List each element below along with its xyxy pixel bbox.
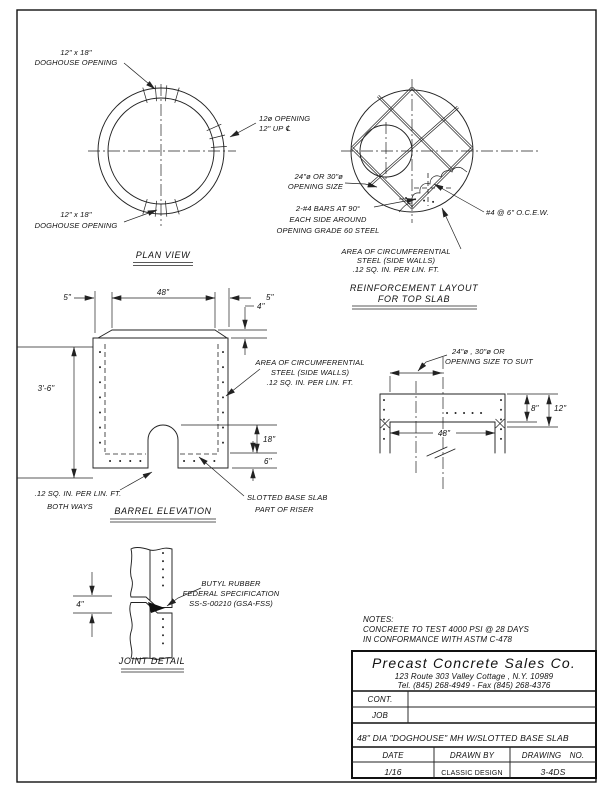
butyl-gasket	[148, 602, 165, 613]
label-opening-suit-1: 24"ø , 30"ø OR	[452, 347, 505, 356]
barrel-extension-lines	[17, 288, 277, 478]
label-doghouse-top-1: 12" x 18"	[60, 48, 92, 57]
leader-circ-elev	[226, 369, 260, 396]
dim-48-section: 48"	[437, 429, 451, 438]
date-value: 1/16	[384, 767, 402, 777]
reinforcement-title-2: FOR TOP SLAB	[377, 294, 451, 304]
label-slotted-1: SLOTTED BASE SLAB	[247, 493, 328, 502]
leader-circumferential	[442, 208, 461, 249]
notes-line-2: IN CONFORMANCE WITH ASTM C-478	[363, 635, 513, 644]
date-label: DATE	[382, 751, 404, 760]
label-opening-size-2: OPENING SIZE	[287, 182, 343, 191]
label-doghouse-bottom-1: 12" x 18"	[60, 210, 92, 219]
label-opening-suit-2: OPENING SIZE TO SUIT	[445, 357, 533, 366]
label-opening-2: 12" UP ℄	[259, 124, 291, 133]
notes	[363, 615, 530, 644]
label-bars-3: OPENING GRADE 60 STEEL	[276, 226, 380, 235]
dim-12: 12"	[554, 404, 567, 413]
leader-both-ways	[120, 472, 152, 490]
reinforcement-layout	[277, 79, 549, 309]
label-circ-elev-2: STEEL (SIDE WALLS)	[270, 368, 350, 377]
label-butyl-2: FEDERAL SPECIFICATION	[182, 589, 280, 598]
title-block	[352, 651, 596, 778]
joint-title: JOINT DETAIL	[118, 656, 186, 666]
notes-heading: NOTES:	[363, 615, 394, 624]
drawing-no-value: 3-4DS	[540, 767, 566, 777]
barrel-title: BARREL ELEVATION	[114, 506, 212, 516]
label-bars-1: 2-#4 BARS AT 90°	[295, 204, 361, 213]
notes-line-1: CONCRETE TO TEST 4000 PSI @ 28 DAYS	[363, 625, 530, 634]
joint-detail	[73, 547, 280, 672]
dim-18: 18"	[263, 435, 276, 444]
leader-doghouse-bottom	[124, 210, 157, 222]
label-ocew: #4 @ 6" O.C.E.W.	[486, 208, 549, 217]
drawn-by-label: DRAWN BY	[449, 751, 495, 760]
barrel-elevation	[17, 288, 365, 522]
dim-5-left: 5"	[63, 293, 71, 302]
label-both-ways-1: .12 SQ. IN. PER LIN. FT.	[34, 489, 122, 498]
label-doghouse-bottom-2: DOGHOUSE OPENING	[34, 221, 118, 230]
company-phone: Tel. (845) 268-4949 - Fax (845) 268-4376	[397, 681, 551, 690]
leader-opening	[230, 123, 256, 137]
label-opening-size-1: 24"ø OR 30"ø	[294, 172, 343, 181]
drawing-no-label: DRAWING NO.	[521, 751, 585, 760]
reinforcement-title-1: REINFORCEMENT LAYOUT	[349, 283, 479, 293]
label-butyl-3: SS-S-00210 (GSA-FSS)	[189, 599, 273, 608]
cont-label: CONT.	[367, 695, 393, 704]
leader-ocew	[434, 184, 484, 212]
label-circ-elev-1: AREA OF CIRCUMFERENTIAL	[255, 358, 365, 367]
company-name: Precast Concrete Sales Co.	[372, 655, 576, 671]
dim-6: 6"	[264, 457, 272, 466]
company-address: 123 Route 303 Valley Cottage , N.Y. 10989	[394, 672, 554, 681]
label-butyl-1: BUTYL RUBBER	[201, 579, 261, 588]
leader-doghouse-top	[124, 63, 155, 89]
label-circ-elev-3: .12 SQ. IN. PER LIN. FT.	[266, 378, 354, 387]
dim-4-joint: 4"	[76, 600, 84, 609]
label-doghouse-top-2: DOGHOUSE OPENING	[34, 58, 118, 67]
drawing-title: 48" DIA "DOGHOUSE" MH W/SLOTTED BASE SLAB	[357, 733, 569, 743]
label-circ-1: AREA OF CIRCUMFERENTIAL	[341, 247, 451, 256]
label-circ-3: .12 SQ. IN. PER LIN. FT.	[352, 265, 440, 274]
leader-slotted	[199, 457, 244, 496]
top-slab-section	[380, 347, 567, 489]
label-circ-2: STEEL (SIDE WALLS)	[356, 256, 436, 265]
dim-48: 48"	[156, 288, 170, 297]
dim-8: 8"	[531, 404, 539, 413]
dim-height: 3'-6"	[37, 384, 55, 393]
dim-4: 4"	[257, 302, 265, 311]
label-slotted-2: PART OF RISER	[255, 505, 314, 514]
job-label: JOB	[371, 711, 389, 720]
label-both-ways-2: BOTH WAYS	[47, 502, 93, 511]
drawn-by-value: CLASSIC DESIGN	[441, 770, 503, 777]
plan-view	[35, 48, 311, 266]
label-bars-2: EACH SIDE AROUND	[289, 215, 367, 224]
dim-5-right: 5"	[266, 293, 274, 302]
label-opening-1: 12ø OPENING	[259, 114, 311, 123]
plan-view-title: PLAN VIEW	[135, 250, 191, 260]
break-region	[399, 167, 467, 212]
